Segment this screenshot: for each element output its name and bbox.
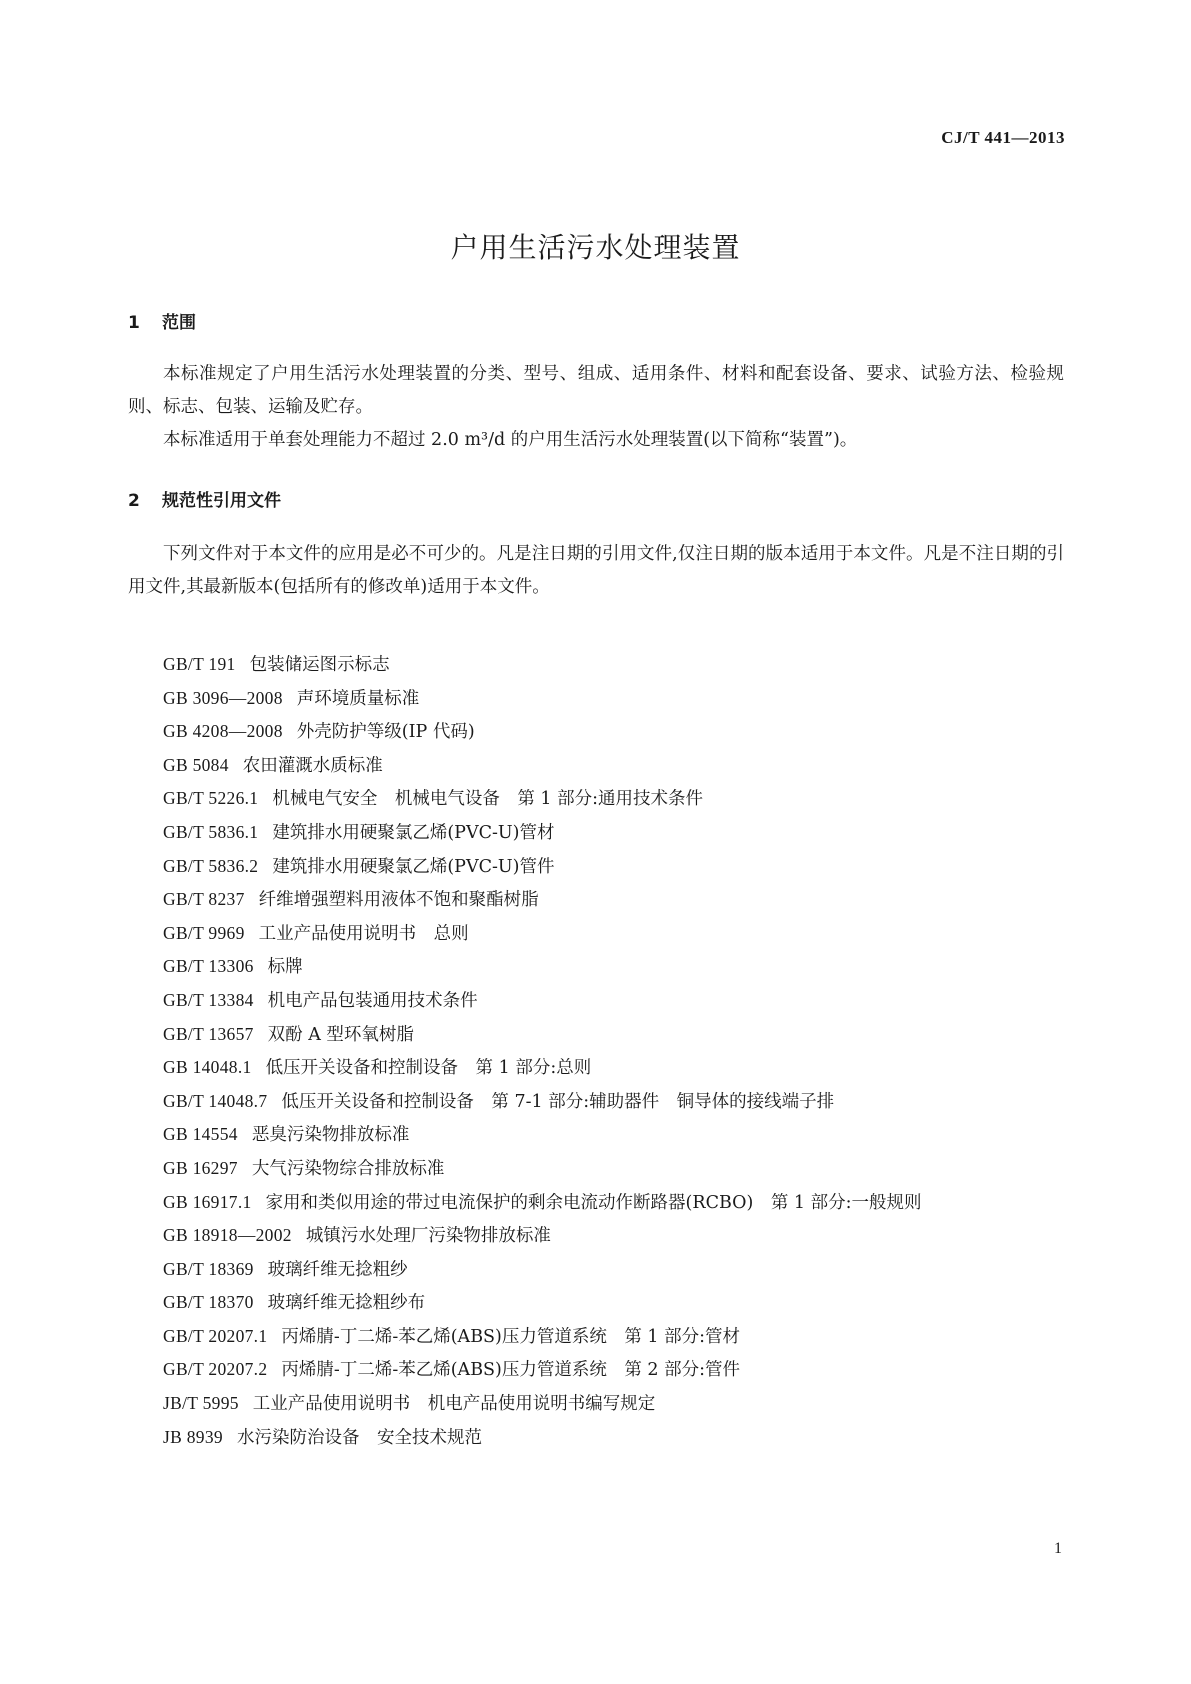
reference-code: GB/T 5226.1 <box>163 788 259 809</box>
reference-title: 低压开关设备和控制设备 第 7-1 部分:辅助器件 铜导体的接线端子排 <box>281 1091 835 1112</box>
reference-title: 声环境质量标准 <box>296 688 420 709</box>
reference-title: 纤维增强塑料用液体不饱和聚酯树脂 <box>258 890 539 911</box>
reference-item <box>128 749 1064 783</box>
reference-code: GB/T 13384 <box>163 989 254 1010</box>
reference-code: GB/T 20207.2 <box>163 1359 268 1380</box>
reference-code: JB 8939 <box>163 1426 223 1447</box>
reference-item <box>128 1152 1064 1186</box>
reference-code: GB 16917.1 <box>163 1191 252 1212</box>
reference-item <box>128 1085 1064 1119</box>
reference-code: GB 14554 <box>163 1124 238 1145</box>
reference-title: 丙烯腈-丁二烯-苯乙烯(ABS)压力管道系统 第 2 部分:管件 <box>281 1360 741 1381</box>
section-number: 2 <box>128 491 140 511</box>
reference-title: 丙烯腈-丁二烯-苯乙烯(ABS)压力管道系统 第 1 部分:管材 <box>281 1326 741 1347</box>
reference-item <box>128 1353 1064 1387</box>
section-number: 1 <box>128 313 140 333</box>
reference-code: JB/T 5995 <box>163 1393 239 1414</box>
reference-title: 工业产品使用说明书 机电产品使用说明书编写规定 <box>252 1394 656 1415</box>
reference-title: 机械电气安全 机械电气设备 第 1 部分:通用技术条件 <box>272 789 704 810</box>
reference-code: GB/T 18369 <box>163 1258 254 1279</box>
reference-code: GB 3096—2008 <box>163 687 283 708</box>
reference-title: 标牌 <box>267 957 303 978</box>
reference-code: GB/T 5836.2 <box>163 855 259 876</box>
reference-item <box>128 1320 1064 1354</box>
document-title: 户用生活污水处理装置 <box>450 231 741 264</box>
reference-list <box>128 648 1064 1454</box>
reference-title: 外壳防护等级(IP 代码) <box>296 722 475 743</box>
reference-title: 城镇污水处理厂污染物排放标准 <box>305 1226 551 1247</box>
reference-title: 玻璃纤维无捻粗纱 <box>267 1259 408 1280</box>
reference-title: 大气污染物综合排放标准 <box>251 1158 445 1179</box>
reference-item <box>128 648 1064 682</box>
reference-title: 机电产品包装通用技术条件 <box>267 990 478 1011</box>
reference-item <box>128 1253 1064 1287</box>
reference-code: GB 14048.1 <box>163 1057 252 1078</box>
reference-code: GB/T 13306 <box>163 956 254 977</box>
reference-title: 恶臭污染物排放标准 <box>251 1125 410 1146</box>
reference-item <box>128 950 1064 984</box>
reference-item <box>128 1018 1064 1052</box>
reference-title: 水污染防治设备 安全技术规范 <box>236 1427 482 1448</box>
reference-item <box>128 682 1064 716</box>
section-title: 规范性引用文件 <box>162 491 281 511</box>
reference-code: GB/T 5836.1 <box>163 821 259 842</box>
references-intro-paragraph: 下列文件对于本文件的应用是必不可少的。凡是注日期的引用文件,仅注日期的版本适用于本文件。凡是不注日期的引用文件,其最新版本(包括所有的修改单)适用于本文件。 <box>128 544 1064 597</box>
reference-code: GB/T 13657 <box>163 1023 254 1044</box>
reference-title: 农田灌溉水质标准 <box>242 755 383 776</box>
reference-item <box>128 1286 1064 1320</box>
document-code: CJ/T 441—2013 <box>941 128 1065 147</box>
reference-title: 家用和类似用途的带过电流保护的剩余电流动作断路器(RCBO) 第 1 部分:一般规则 <box>265 1192 922 1213</box>
reference-item <box>128 1186 1064 1220</box>
reference-title: 建筑排水用硬聚氯乙烯(PVC-U)管件 <box>272 856 555 877</box>
reference-item <box>128 1118 1064 1152</box>
section-heading-normative-references <box>128 486 281 511</box>
reference-item <box>128 850 1064 884</box>
reference-item <box>128 782 1064 816</box>
reference-item <box>128 883 1064 917</box>
reference-item <box>128 1051 1064 1085</box>
reference-code: GB/T 18370 <box>163 1292 254 1313</box>
reference-title: 包装储运图示标志 <box>249 655 390 675</box>
reference-title: 低压开关设备和控制设备 第 1 部分:总则 <box>265 1058 592 1079</box>
reference-item <box>128 1421 1064 1455</box>
reference-code: GB/T 14048.7 <box>163 1090 268 1111</box>
reference-code: GB 16297 <box>163 1157 238 1178</box>
reference-title: 玻璃纤维无捻粗纱布 <box>267 1293 426 1314</box>
reference-title: 双酚 A 型环氧树脂 <box>267 1024 414 1045</box>
reference-item <box>128 1219 1064 1253</box>
reference-item <box>128 816 1064 850</box>
scope-paragraph-1: 本标准规定了户用生活污水处理装置的分类、型号、组成、适用条件、材料和配套设备、要求、试验方法、检验规则、标志、包装、运输及贮存。 <box>128 364 1064 417</box>
reference-title: 建筑排水用硬聚氯乙烯(PVC-U)管材 <box>272 822 555 843</box>
reference-item <box>128 715 1064 749</box>
reference-title: 工业产品使用说明书 总则 <box>258 923 469 944</box>
reference-code: GB 5084 <box>163 754 229 775</box>
reference-item <box>128 984 1064 1018</box>
scope-paragraph-2: 本标准适用于单套处理能力不超过 2.0 m³/d 的户用生活污水处理装置(以下简称“装置”)。 <box>163 430 858 450</box>
reference-code: GB 18918—2002 <box>163 1225 292 1246</box>
reference-item <box>128 1387 1064 1421</box>
page-number: 1 <box>1054 1540 1062 1557</box>
section-title: 范围 <box>162 313 196 333</box>
reference-code: GB/T 8237 <box>163 889 245 910</box>
reference-code: GB/T 20207.1 <box>163 1325 268 1346</box>
reference-item <box>128 917 1064 951</box>
reference-code: GB/T 9969 <box>163 922 245 943</box>
reference-code: GB/T 191 <box>163 654 236 674</box>
reference-code: GB 4208—2008 <box>163 721 283 742</box>
section-heading-scope <box>128 308 196 333</box>
